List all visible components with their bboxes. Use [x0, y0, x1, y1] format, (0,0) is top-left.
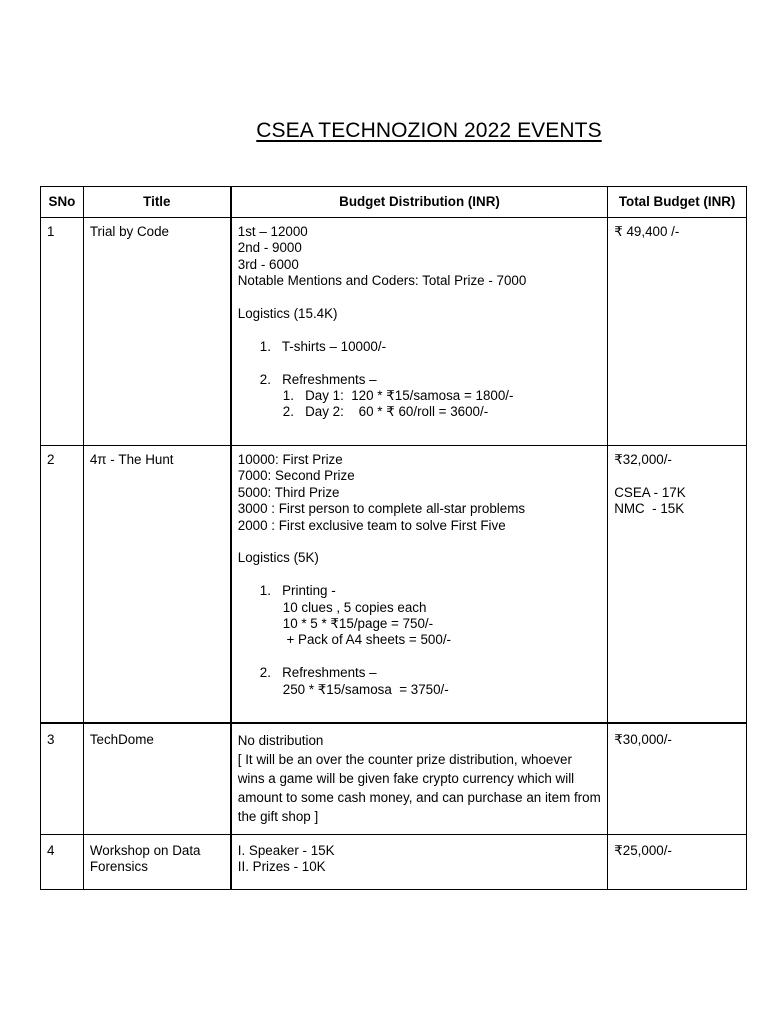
dist-line: 1st – 12000	[237, 224, 308, 239]
table-row	[41, 218, 747, 446]
list-item: 250 * ₹15/samosa = 3750/-	[282, 681, 449, 697]
dist-line: 7000: Second Prize	[237, 468, 355, 484]
logistics-heading: Logistics (15.4K)	[237, 306, 338, 322]
table-row	[41, 835, 747, 890]
row-sno: 3	[41, 723, 84, 835]
row-sno: 2	[41, 446, 84, 724]
table-row	[41, 723, 747, 835]
dist-line: 3rd - 6000	[237, 256, 299, 272]
list-item: 1. Printing -	[259, 583, 336, 599]
table-header-row	[41, 187, 747, 218]
header-sno: SNo	[41, 187, 84, 218]
total-value: ₹32,000/-	[614, 452, 672, 467]
dist-line: II. Prizes - 10K	[237, 859, 326, 875]
logistics-heading: Logistics (5K)	[237, 550, 319, 566]
row-sno: 4	[41, 835, 84, 890]
list-item: 10 clues , 5 copies each	[282, 599, 427, 615]
dist-line: Notable Mentions and Coders: Total Prize - 7000	[237, 273, 527, 289]
dist-line: 2000 : First exclusive team to solve First Five	[237, 517, 506, 533]
dist-note: [ It will be an over the counter prize distribution, whoever wins a game will be given fake crypto currency which will amount to some cash money, and can purchase an item from the gift shop ]	[237, 752, 601, 824]
table-row	[41, 446, 747, 724]
row-distribution	[231, 835, 608, 890]
header-distribution: Budget Distribution (INR)	[231, 187, 608, 218]
row-total	[608, 446, 747, 724]
total-split: CSEA - 17K	[614, 484, 686, 500]
row-distribution	[231, 723, 608, 835]
row-title: 4π - The Hunt	[83, 446, 230, 724]
row-distribution	[231, 218, 608, 446]
list-item: 1. Day 1: 120 * ₹15/samosa = 1800/-	[282, 388, 514, 404]
row-sno: 1	[41, 218, 84, 446]
list-item: 2. Refreshments –	[259, 665, 377, 681]
dist-line: I. Speaker - 15K	[237, 843, 335, 858]
list-item: + Pack of A4 sheets = 500/-	[282, 632, 451, 648]
list-item: 2. Day 2: 60 * ₹ 60/roll = 3600/-	[282, 404, 489, 420]
dist-line: 5000: Third Prize	[237, 484, 340, 500]
row-title: Trial by Code	[83, 218, 230, 446]
list-item: 10 * 5 * ₹15/page = 750/-	[282, 616, 434, 632]
header-title: Title	[83, 187, 230, 218]
list-item: 2. Refreshments –	[259, 371, 377, 387]
header-total: Total Budget (INR)	[608, 187, 747, 218]
page-title: CSEA TECHNOZION 2022 EVENTS	[256, 119, 602, 142]
row-title: TechDome	[83, 723, 230, 835]
dist-line: 10000: First Prize	[237, 452, 343, 467]
row-total: ₹ 49,400 /-	[608, 218, 747, 446]
row-total: ₹25,000/-	[608, 835, 747, 890]
total-split: NMC - 15K	[614, 501, 685, 517]
list-item: 1. T-shirts – 10000/-	[259, 338, 387, 354]
dist-line: 3000 : First person to complete all-star problems	[237, 501, 526, 517]
row-title: Workshop on Data Forensics	[83, 835, 230, 890]
dist-line: 2nd - 9000	[237, 240, 302, 256]
events-table	[40, 186, 747, 890]
dist-line: No distribution	[237, 733, 324, 748]
row-total: ₹30,000/-	[608, 723, 747, 835]
row-distribution	[231, 446, 608, 724]
